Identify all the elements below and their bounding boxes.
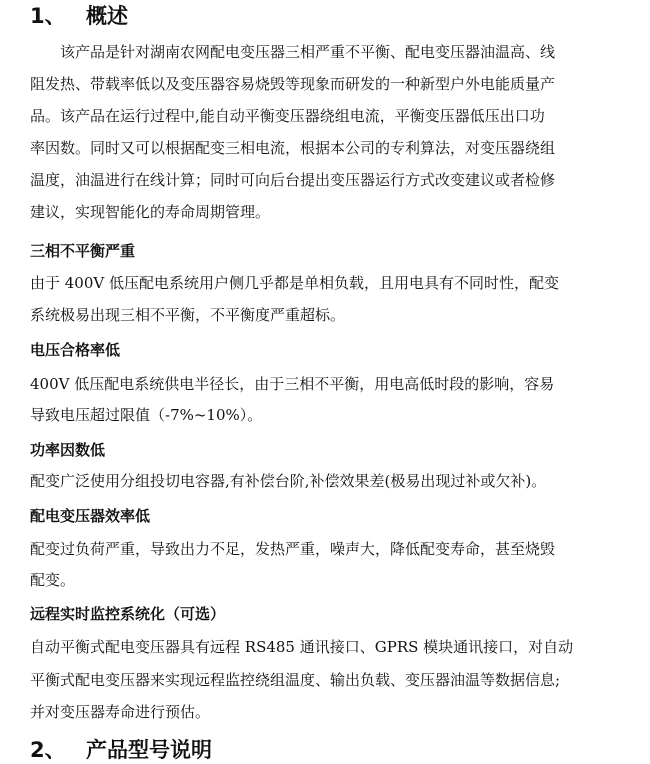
- topic-remote-line-3: 并对变压器寿命进行预估。: [30, 703, 211, 721]
- topic-efficiency-line-2: 配变。: [30, 571, 76, 589]
- topic-heading-unbalance: 三相不平衡严重: [30, 242, 136, 260]
- topic-heading-power-factor: 功率因数低: [30, 441, 106, 459]
- topic-heading-voltage: 电压合格率低: [30, 341, 121, 359]
- overview-line-6: 建议，实现智能化的寿命周期管理。: [30, 203, 271, 221]
- topic-remote-line-1: 自动平衡式配电变压器具有远程 RS485 通讯接口、GPRS 模块通讯接口，对自动: [30, 638, 574, 656]
- section-2-title: 产品型号说明: [86, 738, 212, 762]
- topic-power-factor-line-1: 配变广泛使用分组投切电容器,有补偿台阶,补偿效果差(极易出现过补或欠补)。: [30, 472, 547, 490]
- overview-line-3: 品。该产品在运行过程中,能自动平衡变压器绕组电流，平衡变压器低压出口功: [30, 107, 545, 125]
- topic-heading-efficiency: 配电变压器效率低: [30, 507, 151, 525]
- section-2-number: 2、: [30, 738, 66, 762]
- overview-line-1: 该产品是针对湖南农网配电变压器三相严重不平衡、配电变压器油温高、线: [60, 43, 556, 61]
- topic-voltage-line-1: 400V 低压配电系统供电半径长，由于三相不平衡，用电高低时段的影响，容易: [30, 375, 555, 393]
- topic-unbalance-line-1: 由于 400V 低压配电系统用户侧几乎都是单相负载，且用电具有不同时性，配变: [30, 274, 560, 292]
- section-1-heading: [30, 4, 128, 28]
- topic-remote-line-2: 平衡式配电变压器来实现远程监控绕组温度、输出负载、变压器油温等数据信息;: [30, 671, 561, 689]
- overview-line-4: 率因数。同时又可以根据配变三相电流，根据本公司的专利算法，对变压器绕组: [30, 139, 556, 157]
- topic-voltage-line-2: 导致电压超过限值（-7%~10%）。: [30, 406, 263, 424]
- topic-unbalance-line-2: 系统极易出现三相不平衡，不平衡度严重超标。: [30, 306, 346, 324]
- overview-line-5: 温度，油温进行在线计算；同时可向后台提出变压器运行方式改变建议或者检修: [30, 171, 556, 189]
- section-2-heading: [30, 738, 212, 762]
- overview-line-2: 阻发热、带载率低以及变压器容易烧毁等现象而研发的一种新型户外电能质量产: [30, 75, 556, 93]
- topic-heading-remote-monitoring: 远程实时监控系统化（可选）: [30, 605, 226, 623]
- topic-efficiency-line-1: 配变过负荷严重，导致出力不足，发热严重，噪声大，降低配变寿命，甚至烧毁: [30, 540, 556, 558]
- section-1-number: 1、: [30, 4, 66, 28]
- section-1-title: 概述: [86, 4, 128, 28]
